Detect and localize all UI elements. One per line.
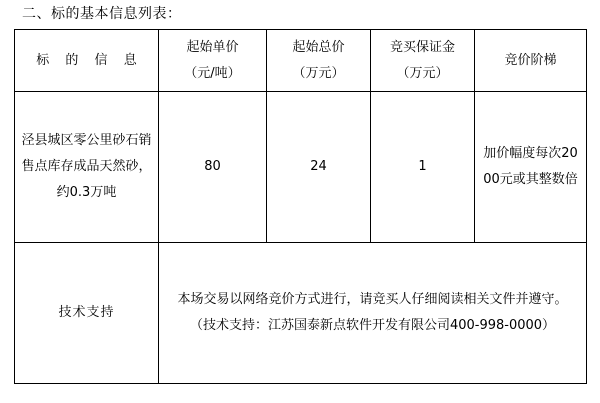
cell-deposit: 1	[371, 92, 475, 243]
cell-subject-description: 泾县城区零公里砂石销售点库存成品天然砂，约0.3万吨	[15, 92, 159, 243]
header-subject-line1: 标 的 信 息	[36, 52, 143, 68]
support-text-line2: （技术支持：江苏国泰新点软件开发有限公司400-998-0000）	[189, 318, 556, 333]
table-row-support	[15, 243, 587, 384]
header-total-price-line1: 起始总价	[292, 39, 345, 55]
header-price-step-line1: 竞价阶梯	[504, 52, 557, 68]
table-header-row	[15, 30, 587, 92]
cell-total-price: 24	[267, 92, 371, 243]
header-unit-price-line2: （元/吨）	[184, 65, 241, 81]
header-unit-price-line1: 起始单价	[186, 39, 239, 55]
bid-subject-table	[14, 29, 587, 384]
table-row	[15, 92, 587, 243]
support-text-line1: 本场交易以网络竞价方式进行，请竞买人仔细阅读相关文件并遵守。	[177, 292, 568, 307]
cell-support-text	[159, 243, 587, 384]
header-cell-deposit	[371, 30, 475, 92]
cell-support-label: 技术支持	[15, 243, 159, 384]
cell-unit-price: 80	[159, 92, 267, 243]
header-deposit-line1: 竞买保证金	[389, 39, 455, 55]
header-total-price-line2: （万元）	[292, 65, 345, 81]
header-cell-unit-price	[159, 30, 267, 92]
header-cell-subject	[15, 30, 159, 92]
cell-price-step: 加价幅度每次2000元或其整数倍	[475, 92, 587, 243]
header-cell-price-step	[475, 30, 587, 92]
header-deposit-line2: （万元）	[396, 65, 449, 81]
header-cell-total-price	[267, 30, 371, 92]
section-heading: 二、标的基本信息列表：	[22, 6, 182, 22]
